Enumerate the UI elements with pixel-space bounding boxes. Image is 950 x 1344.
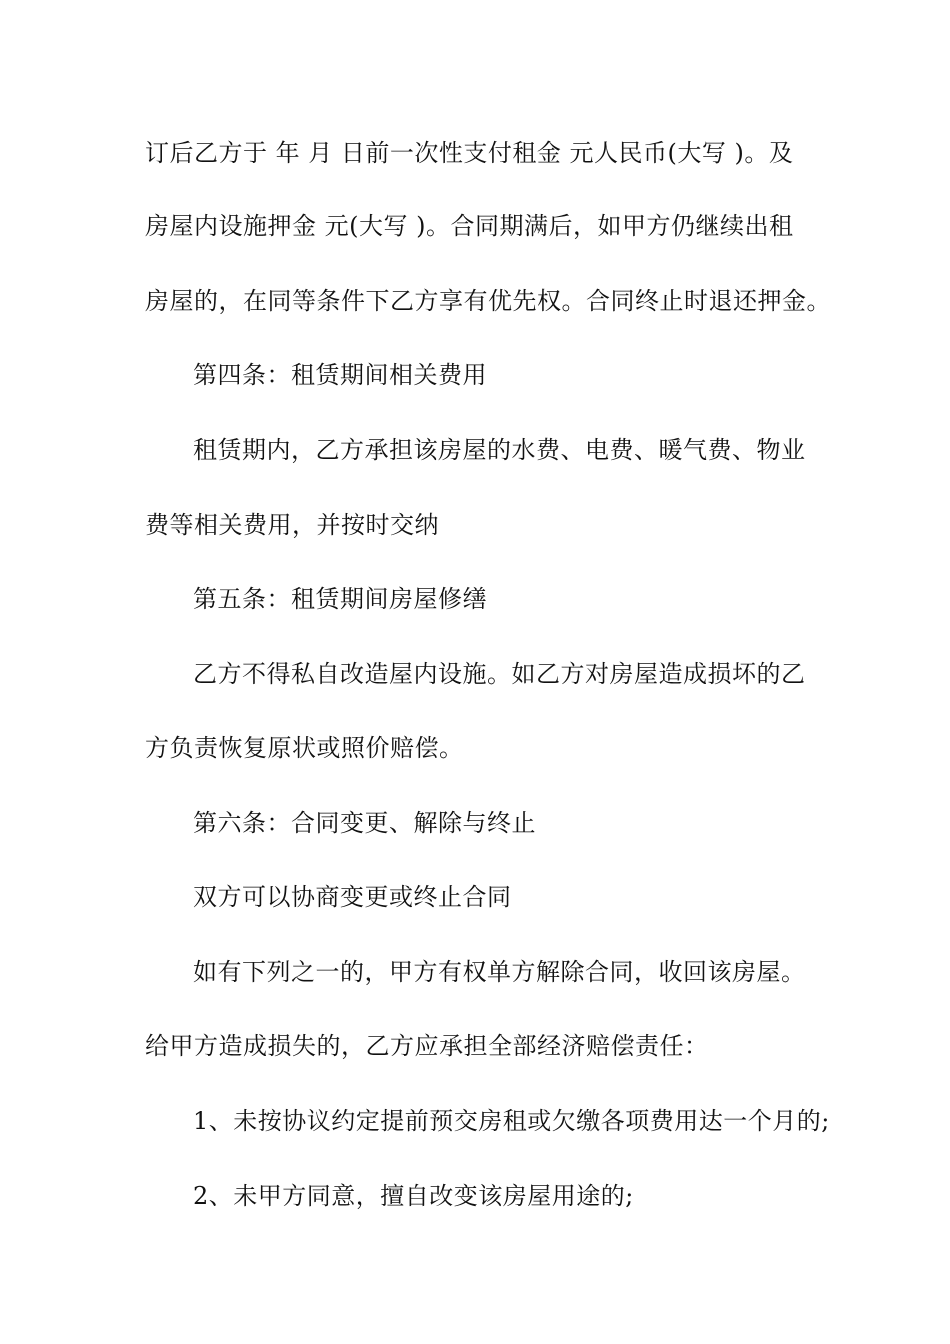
section-heading-4: 第四条：租赁期间相关费用 [193, 361, 487, 389]
section-heading-6: 第六条：合同变更、解除与终止 [193, 809, 536, 837]
text-line-5: 租赁期内，乙方承担该房屋的水费、电费、暖气费、物业 [193, 436, 806, 464]
section-heading-5: 第五条：租赁期间房屋修缮 [193, 585, 487, 613]
text-line-9: 方负责恢复原状或照价赔偿。 [145, 734, 464, 762]
text-line-11: 双方可以协商变更或终止合同 [193, 883, 512, 911]
text-line-6: 费等相关费用，并按时交纳 [145, 511, 439, 539]
text-line-12: 如有下列之一的，甲方有权单方解除合同，收回该房屋。 [193, 958, 806, 986]
text-line-8: 乙方不得私自改造屋内设施。如乙方对房屋造成损坏的乙 [193, 660, 806, 688]
text-line-1: 订后乙方于 年 月 日前一次性支付租金 元人民币(大写 )。及 [145, 139, 794, 167]
list-item-2: 2、未甲方同意，擅自改变该房屋用途的; [193, 1182, 634, 1210]
text-line-3: 房屋的，在同等条件下乙方享有优先权。合同终止时退还押金。 [145, 287, 831, 315]
list-item-1: 1、未按协议约定提前预交房租或欠缴各项费用达一个月的; [193, 1107, 830, 1135]
text-line-2: 房屋内设施押金 元(大写 )。合同期满后，如甲方仍继续出租 [145, 212, 794, 240]
text-line-13: 给甲方造成损失的，乙方应承担全部经济赔偿责任： [145, 1032, 709, 1060]
